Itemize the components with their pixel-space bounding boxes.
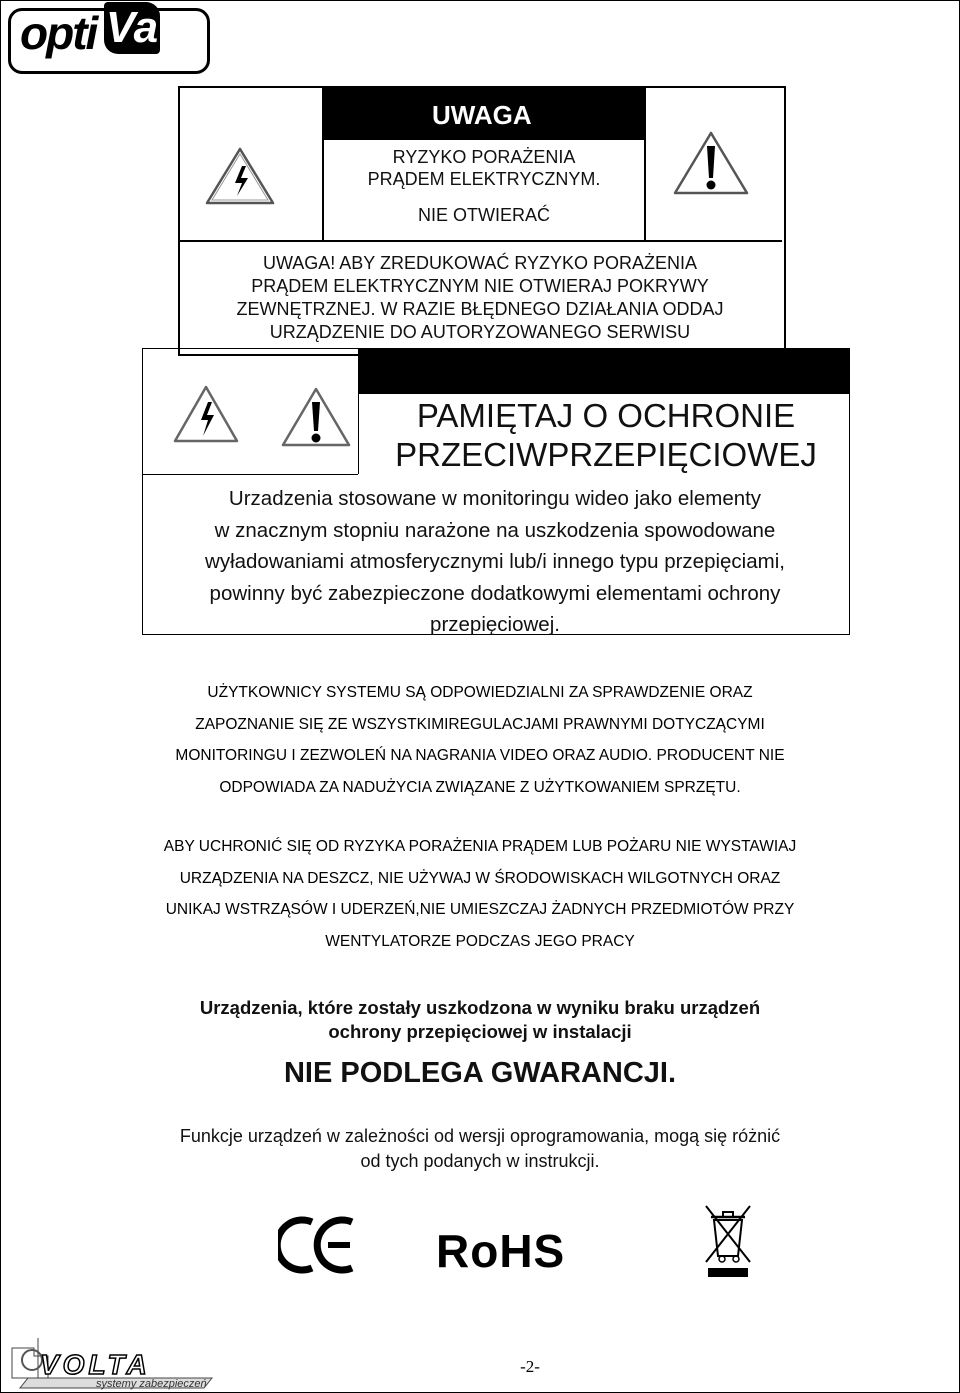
volta-brand: VOLTA [40, 1349, 151, 1380]
warning-line: URZĄDZENIE DO AUTORYZOWANEGO SERWISU [269, 322, 691, 342]
notice-line: ODPOWIADA ZA NADUŻYCIA ZWIĄZANE Z UŻYTKOWANIEM SPRZĘTU. [219, 778, 741, 796]
notice-line: WENTYLATORZE PODCZAS JEGO PRACY [325, 932, 635, 950]
risk-line: RYZYKO PORAŻENIA [392, 147, 576, 167]
warranty-headline: NIE PODLEGA GWARANCJI. [283, 1057, 677, 1089]
warranty-notice [100, 996, 860, 1044]
warning-line: UWAGA! ABY ZREDUKOWAĆ RYZYKO PORAŻENIA [262, 253, 698, 273]
risk-line: PRĄDEM ELEKTRYCZNYM. [367, 169, 601, 189]
protection-title-line: PAMIĘTAJ O OCHRONIE [416, 397, 796, 434]
exclamation-warning-icon [672, 130, 750, 196]
divider [358, 394, 359, 474]
warranty-line: ochrony przepięciowej w instalacji [328, 1021, 632, 1042]
lightning-warning-icon [204, 146, 276, 206]
divider [644, 86, 646, 242]
logo-mark: Va [105, 3, 159, 52]
functions-notice [100, 1124, 860, 1174]
weee-bin-icon [700, 1200, 756, 1280]
risk-text [326, 146, 642, 190]
protection-title [362, 396, 850, 474]
warning-line: ZEWNĘTRZNEJ. W RAZIE BŁĘDNEGO DZIAŁANIA ODDAJ [236, 299, 724, 319]
protection-header-bar [358, 348, 850, 394]
rohs-mark: RoHS [436, 1225, 566, 1277]
notice-line: UŻYTKOWNICY SYSTEMU SĄ ODPOWIEDZIALNI ZA SPRAWDZENIE ORAZ [207, 684, 753, 701]
protection-line: powinny być zabezpieczone dodatkowymi elementami ochrony [209, 581, 781, 605]
notice-line: URZĄDZENIA NA DESZCZ, NIE UŻYWAJ W ŚRODOWISKACH WILGOTNYCH ORAZ [179, 869, 781, 887]
notice-line: ZAPOZNANIE SIĘ ZE WSZYSTKIMIREGULACJAMI PRAWNYMI DOTYCZĄCYMI [195, 715, 765, 733]
protection-body [144, 483, 846, 641]
warning-header-text: UWAGA [432, 100, 532, 130]
notice-line: MONITORINGU I ZEZWOLEŃ NA NAGRANIA VIDEO ORAZ AUDIO. PRODUCENT NIE [175, 747, 785, 764]
notice-line: UNIKAJ WSTRZĄSÓW I UDERZEŃ,NIE UMIESZCZAJ ŻADNYCH PRZEDMIOTÓW PRZY [165, 901, 795, 918]
page-number: -2- [520, 1357, 540, 1376]
volta-tagline: systemy zabezpieczeń [96, 1378, 207, 1390]
safety-notice [90, 831, 870, 957]
protection-line: wyładowaniami atmosferycznymi lub/i innego typu przepięciami, [205, 550, 785, 573]
protection-line: w znacznym stopniu narażone na uszkodzenia spowodowane [214, 518, 776, 542]
warning-text [180, 252, 780, 344]
protection-line: Urzadzenia stosowane w monitoringu wideo jako elementy [228, 487, 762, 510]
notice-line: ABY UCHRONIĆ SIĘ OD RYZYKA PORAŻENIA PRĄDEM LUB POŻARU NIE WYSTAWIAJ [163, 838, 797, 855]
protection-line: przepięciowej. [430, 613, 560, 636]
warning-line: PRĄDEM ELEKTRYCZNYM NIE OTWIERAJ POKRYWY [251, 276, 709, 296]
warranty-line: Urządzenia, które zostały uszkodzona w wyniku braku urządzeń [199, 997, 761, 1018]
functions-line: Funkcje urządzeń w zależności od wersji oprogramowania, mogą się różnić [179, 1126, 781, 1146]
ce-mark-icon [278, 1214, 358, 1276]
divider [142, 474, 358, 475]
divider [322, 86, 324, 242]
warning-header [324, 88, 644, 140]
exclamation-warning-icon [280, 386, 352, 448]
functions-line: od tych podanych w instrukcji. [360, 1151, 600, 1171]
user-responsibility-notice [90, 677, 870, 803]
protection-title-line: PRZECIWPRZEPIĘCIOWEJ [395, 436, 817, 473]
divider [178, 240, 782, 242]
logo-text: opti [20, 7, 97, 59]
do-not-open-text: NIE OTWIERAĆ [417, 205, 550, 225]
lightning-warning-icon [172, 384, 240, 444]
